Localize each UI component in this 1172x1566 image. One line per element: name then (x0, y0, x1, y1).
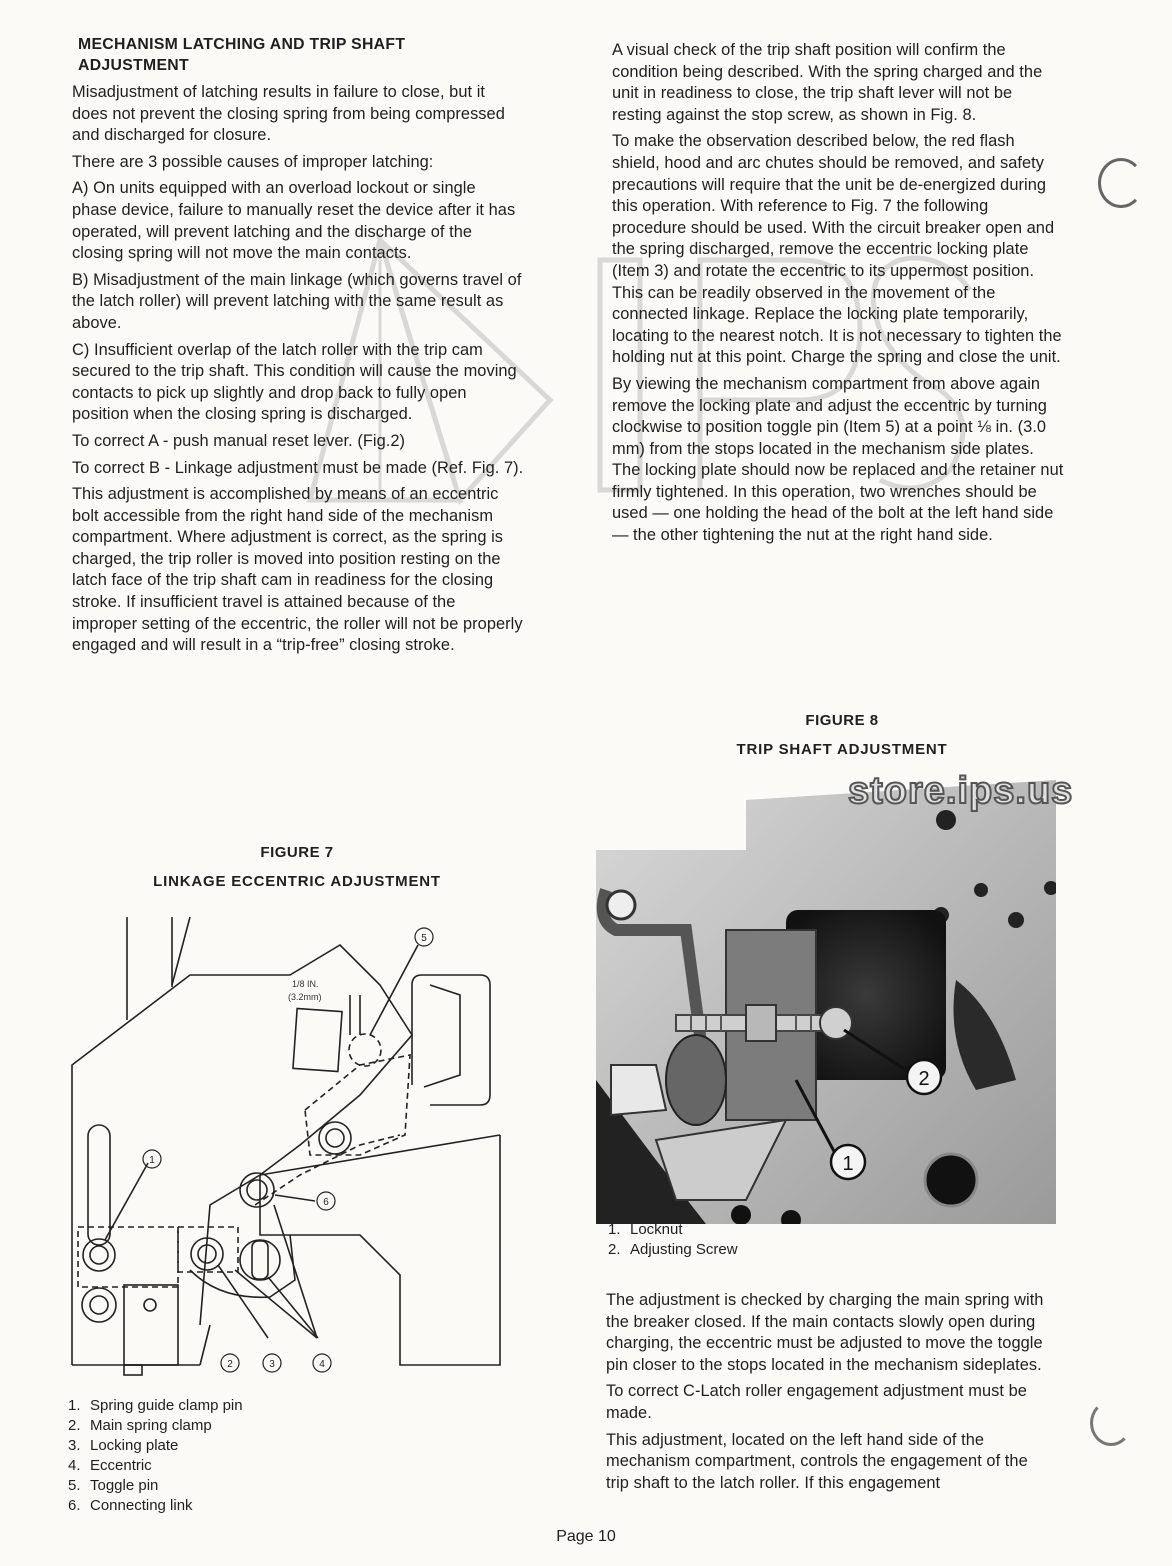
photo-callout-2 (907, 1060, 941, 1094)
paragraph: B) Misadjustment of the main linkage (which governs travel of the latch roller) will prevent latching with the same result as above. (72, 270, 522, 332)
paragraph: To correct B - Linkage adjustment must be made (Ref. Fig. 7). (72, 458, 524, 477)
figure-7-linkage-diagram (60, 905, 540, 1385)
callout-4 (313, 1354, 331, 1372)
figure-8-legend (608, 1220, 738, 1260)
figure-7-number: FIGURE 7 (260, 844, 334, 861)
callout-2 (221, 1354, 239, 1372)
legend-item: 2. Adjusting Screw (608, 1241, 738, 1258)
paragraph: The adjustment is checked by charging the main spring with the breaker closed. If the main contacts slowly open during charging, the eccentric must be adjusted to move the toggle pin closer to the stops located in the mechanism sideplates. (606, 1291, 1044, 1374)
callout-5 (415, 928, 433, 946)
svg-text:1: 1 (149, 1155, 155, 1166)
figure-7-legend (68, 1396, 243, 1516)
paragraph: To make the observation described below, the red flash shield, hood and arc chutes should be removed, and safety precautions will require that the unit be de-energized during this operation. With reference to Fig. 7 the following procedure should be used. With the circuit breaker open and the spring discharged, remove the eccentric locking plate (Item 3) and rotate the eccentric to its uppermost position. This can be readily observed in the movement of the connected linkage. Replace the locking plate temporarily, locating to the nearest notch. It is not necessary to tighten the holding nut at this point. Charge the spring and close the unit. (612, 132, 1062, 367)
paragraph: C) Insufficient overlap of the latch roller with the trip cam secured to the trip shaft. This condition will cause the moving contacts to pick up slightly and drop back to fully open position when the closing spring is discharged. (72, 340, 517, 424)
left-column (72, 34, 524, 662)
dimension-label-mm: (3.2mm) (288, 992, 322, 1002)
figure-7-caption (72, 844, 522, 890)
paragraph: By viewing the mechanism compartment from above again remove the locking plate and adjust the eccentric by turning clockwise to position toggle pin (Item 5) at a point ⅛ in. (3.0 mm) from the stops located in the mechanism side plates. The locking plate should now be replaced and the retainer nut firmly tightened. In this operation, two wrenches should be used — one holding the head of the bolt at the left hand side — the other tightening the nut at the right hand side. (612, 374, 1064, 545)
paragraph: A) On units equipped with an overload lockout or single phase device, failure to manually reset the device after it has operated, will prevent latching and the discharge of the closing spring will not move the main contacts. (72, 179, 516, 263)
paragraph: This adjustment, located on the left hand side of the mechanism compartment, controls the engagement of the trip shaft to the latch roller. If this engagement (606, 1430, 1028, 1492)
legend-item: 1. Spring guide clamp pin (68, 1397, 243, 1414)
callout-1 (143, 1150, 161, 1168)
paragraph: This adjustment is accomplished by means of an eccentric bolt accessible from the right hand side of the mechanism compartment. Where adjustment is correct, as the spring is charged, the trip roller is moved into position resting on the latch face of the trip shaft cam in readiness for the closing stroke. If insufficient travel is attained because of the improper setting of the eccentric, the roller will not be properly engaged and will result in a “trip-free” closing stroke. (72, 485, 523, 655)
paragraph: A visual check of the trip shaft position will confirm the condition being described. With the spring charged and the unit in readiness to close, the trip shaft lever will not be resting against the stop screw, as shown in Fig. 8. (612, 41, 1043, 124)
svg-text:4: 4 (319, 1359, 325, 1370)
legend-item: 1. Locknut (608, 1221, 683, 1238)
page-number: Page 10 (556, 1528, 616, 1545)
paragraph: There are 3 possible causes of improper latching: (72, 152, 434, 171)
svg-text:3: 3 (269, 1359, 275, 1370)
dimension-label-in: 1/8 IN. (292, 979, 319, 989)
svg-text:6: 6 (323, 1197, 329, 1208)
svg-text:2: 2 (918, 1068, 930, 1090)
callout-3 (263, 1354, 281, 1372)
figure-8-caption (612, 712, 1072, 758)
section-heading (78, 34, 524, 76)
legend-item: 6. Connecting link (68, 1497, 193, 1514)
svg-text:1: 1 (842, 1153, 854, 1175)
callout-6 (317, 1192, 335, 1210)
figure-7-title: LINKAGE ECCENTRIC ADJUSTMENT (153, 873, 441, 890)
photo-callout-1 (831, 1145, 865, 1179)
paragraph: To correct A - push manual reset lever. (Fig.2) (72, 431, 406, 450)
right-column (612, 40, 1064, 552)
svg-text:2: 2 (227, 1359, 233, 1370)
svg-text:5: 5 (421, 933, 427, 944)
heading-line-2: ADJUSTMENT (78, 57, 189, 74)
figure-8-photo (596, 780, 1056, 1224)
figure-8-title: TRIP SHAFT ADJUSTMENT (736, 741, 948, 758)
heading-line-1: MECHANISM LATCHING AND TRIP SHAFT (78, 36, 406, 53)
paragraph: Misadjustment of latching results in failure to close, but it does not prevent the closing spring from being compressed and discharged for closure. (72, 83, 505, 145)
store-watermark: store.ips.us (848, 770, 1074, 812)
punch-hole-mark (1098, 158, 1144, 208)
punch-hole-mark (1090, 1400, 1132, 1446)
legend-item: 2. Main spring clamp (68, 1417, 212, 1434)
right-lower-text (606, 1290, 1052, 1499)
paragraph: To correct C-Latch roller engagement adjustment must be made. (606, 1382, 1027, 1422)
legend-item: 5. Toggle pin (68, 1477, 159, 1494)
figure-8-number: FIGURE 8 (805, 712, 879, 729)
legend-item: 3. Locking plate (68, 1437, 179, 1454)
legend-item: 4. Eccentric (68, 1457, 152, 1474)
